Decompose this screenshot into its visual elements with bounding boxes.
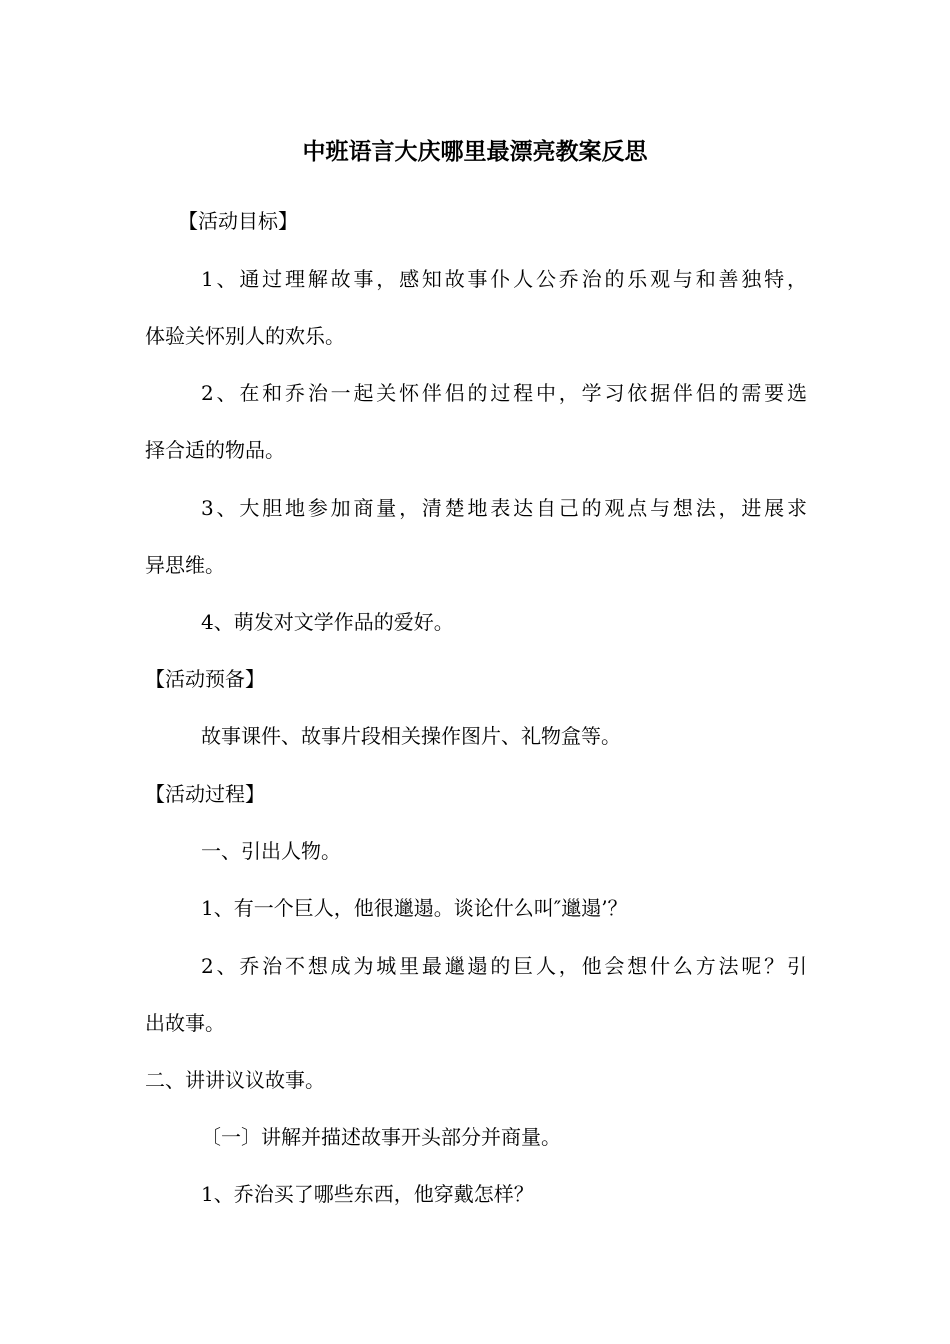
goal-3-line-1: 3、大胆地参加商量，清楚地表达自己的观点与想法，进展求: [201, 496, 807, 520]
step-1: 一、引出人物。: [201, 839, 341, 863]
step-1-2-line-1: 2、乔治不想成为城里最邋遢的巨人，他会想什么方法呢？引: [201, 954, 807, 978]
goal-1-line-2: 体验关怀别人的欢乐。: [145, 324, 345, 348]
goal-1-line-1: 1、通过理解故事，感知故事仆人公乔治的乐观与和善独特，: [201, 267, 807, 291]
step-1-2-line-2: 出故事。: [145, 1011, 225, 1035]
document-title: 中班语言大庆哪里最漂亮教案反思: [302, 139, 648, 165]
step-1-2-paragraph: [145, 952, 807, 1037]
goal-1-paragraph: [145, 265, 807, 350]
step-1-1: 1、有一个巨人，他很邋遢。谈论什么叫″邋遢’？: [201, 896, 628, 920]
prep-heading: 【活动预备】: [145, 667, 265, 691]
goal-3-line-2: 异思维。: [145, 553, 225, 577]
step-2: 二、讲讲议议故事。: [145, 1068, 325, 1092]
goal-2-paragraph: [145, 379, 807, 464]
goal-2-line-1: 2、在和乔治一起关怀伴侣的过程中，学习依据伴侣的需要选: [201, 381, 807, 405]
goal-3-paragraph: [145, 494, 807, 579]
step-2-1: 1、乔治买了哪些东西，他穿戴怎样？: [201, 1182, 534, 1206]
prep-text: 故事课件、故事片段相关操作图片、礼物盒等。: [201, 724, 621, 748]
goal-4: 4、萌发对文学作品的爱好。: [201, 610, 454, 634]
goals-heading: 【活动目标】: [178, 209, 298, 233]
goal-2-line-2: 择合适的物品。: [145, 438, 285, 462]
process-heading: 【活动过程】: [145, 782, 265, 806]
step-2-subheading: 〔一〕讲解并描述故事开头部分并商量。: [201, 1125, 561, 1149]
